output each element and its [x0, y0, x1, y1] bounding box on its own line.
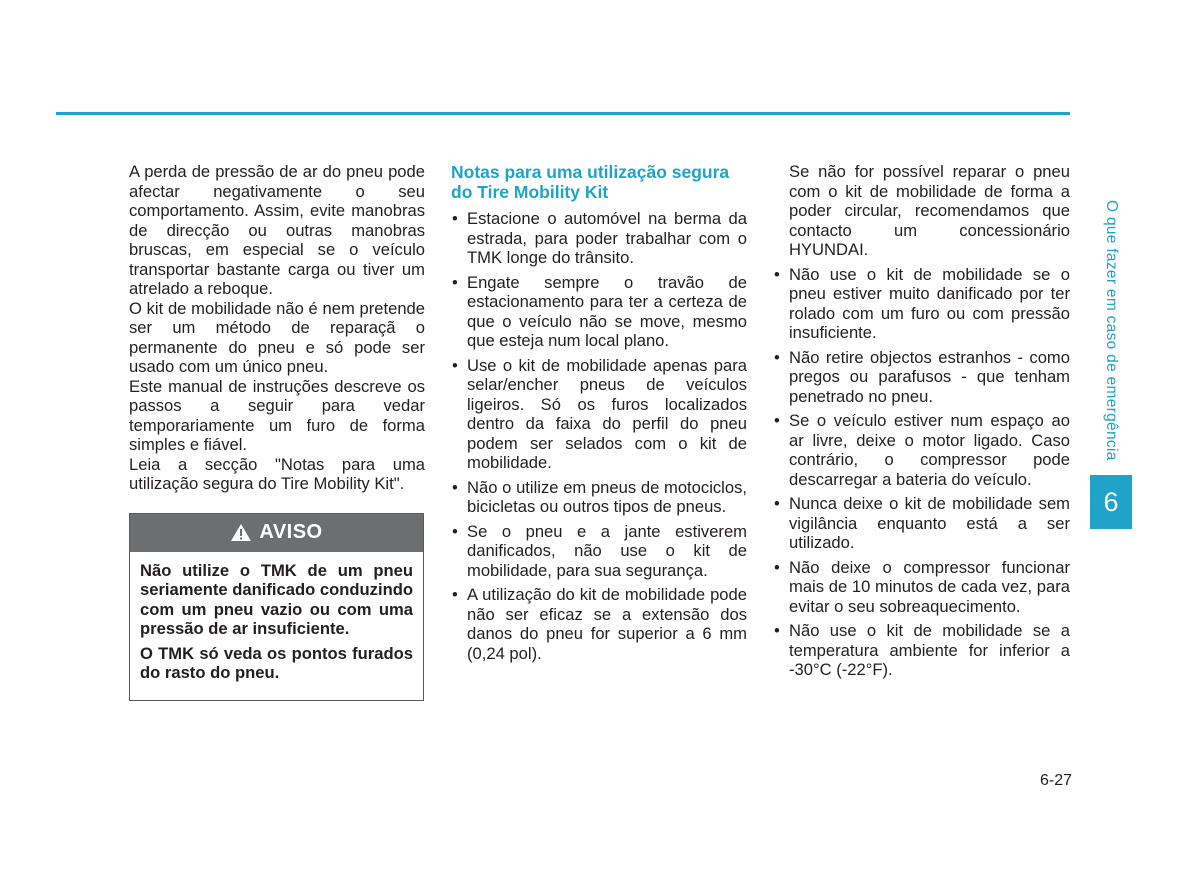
warning-header [130, 514, 423, 552]
list-item-text: Se o veículo estiver num espaço ao ar livre, deixe o motor ligado. Caso contrário, o compressor pode descarregar a bateria do veículo. [789, 411, 1070, 489]
list-item [451, 356, 747, 473]
chapter-title: O que fazer em caso de emergência [1103, 200, 1120, 461]
list-item [451, 209, 747, 268]
bullet-icon: • [452, 477, 458, 497]
bullet-icon: • [774, 347, 780, 367]
warning-triangle-icon [230, 523, 252, 542]
list-item [773, 265, 1070, 343]
body-paragraph: Leia a secção "Notas para uma utilização segura do Tire Mobility Kit". [129, 454, 425, 493]
header-rule [56, 112, 1070, 115]
list-item [773, 494, 1070, 553]
column-safety-notes [451, 162, 747, 668]
page-number: 6-27 [1039, 772, 1072, 789]
list-item-text: Não o utilize em pneus de motociclos, bicicletas ou outros tipos de pneus. [467, 477, 747, 516]
list-item-text: Use o kit de mobilidade apenas para selar/encher pneus de veículos ligeiros. Só os furos localizados dentro da faixa do perfil do pneu podem ser selados com o kit de mobilidade. [467, 355, 747, 472]
list-item-text: Não retire objectos estranhos - como pregos ou parafusos - que tenham penetrado no pneu. [789, 347, 1070, 406]
bullet-icon: • [452, 209, 458, 228]
list-item [451, 478, 747, 517]
chapter-tab [1090, 475, 1132, 529]
warning-box [129, 513, 424, 701]
precautions-list [773, 265, 1070, 680]
bullet-icon: • [452, 521, 458, 541]
list-item [451, 273, 747, 351]
body-paragraph: A perda de pressão de ar do pneu pode afectar negativamente o seu comportamento. Assim, evite manobras de direcção ou outras manobras bruscas, em especial se o veículo transportar bastante carga ou tiver um atrelado a reboque. [129, 162, 425, 298]
warning-paragraph: Não utilize o TMK de um pneu seriamente danificado conduzindo com um pneu vazio ou com uma pressão de ar insuficiente. [140, 560, 413, 638]
warning-paragraph: O TMK só veda os pontos furados do rasto do pneu. [140, 643, 413, 682]
bullet-icon: • [452, 272, 458, 292]
body-paragraph: O kit de mobilidade não é nem pretende ser um método de reparaçã o permanente do pneu e só pode ser usado com um único pneu. [129, 298, 425, 376]
list-item-text: Estacione o automóvel na berma da estrada, para poder trabalhar com o TMK longe do trânsito. [467, 209, 747, 267]
bullet-icon: • [774, 557, 780, 577]
list-item-text: Engate sempre o travão de estacionamento para ter a certeza de que o veículo não se move, mesmo que esteja num local plano. [467, 272, 747, 350]
list-item-text: A utilização do kit de mobilidade pode não ser eficaz se a extensão dos danos do pneu for superior a 6 mm (0,24 pol). [467, 585, 747, 663]
list-item [451, 522, 747, 581]
list-item-text: Não use o kit de mobilidade se o pneu estiver muito danificado por ter rolado com um furo ou com pressão insuficiente. [789, 264, 1070, 342]
bullet-icon: • [774, 494, 780, 513]
safety-notes-list [451, 209, 747, 663]
column-precautions [773, 162, 1070, 685]
bullet-icon: • [452, 585, 458, 604]
chapter-number: 6 [1103, 486, 1119, 517]
list-item [773, 621, 1070, 680]
list-item [451, 585, 747, 663]
list-item-text: Não use o kit de mobilidade se a temperatura ambiente for inferior a -30°C (-22°F). [789, 621, 1070, 679]
list-item-text: Nunca deixe o kit de mobilidade sem vigilância enquanto está a ser utilizado. [789, 494, 1070, 552]
bullet-icon: • [774, 411, 780, 430]
list-item [773, 348, 1070, 407]
chapter-side-label [1099, 200, 1123, 470]
body-paragraph: Se não for possível reparar o pneu com o kit de mobilidade de forma a poder circular, recomendamos que contacto um concessionário HYUNDAI. [789, 162, 1070, 259]
warning-title: AVISO [259, 520, 323, 543]
list-item-text: Se o pneu e a jante estiverem danificados, não use o kit de mobilidade, para sua segurança. [467, 521, 747, 580]
section-heading: Notas para uma utilização segura do Tire Mobility Kit [451, 162, 730, 202]
bullet-icon: • [774, 264, 780, 284]
column-intro [129, 162, 425, 701]
bullet-icon: • [452, 355, 458, 375]
warning-body [130, 552, 423, 700]
body-paragraph: Este manual de instruções descreve os passos a seguir para vedar temporariamente um furo de forma simples e fiável. [129, 376, 425, 454]
list-item-text: Não deixe o compressor funcionar mais de 10 minutos de cada vez, para evitar o seu sobreaquecimento. [789, 557, 1070, 616]
list-item [773, 558, 1070, 617]
bullet-icon: • [774, 621, 780, 640]
list-item [773, 411, 1070, 489]
